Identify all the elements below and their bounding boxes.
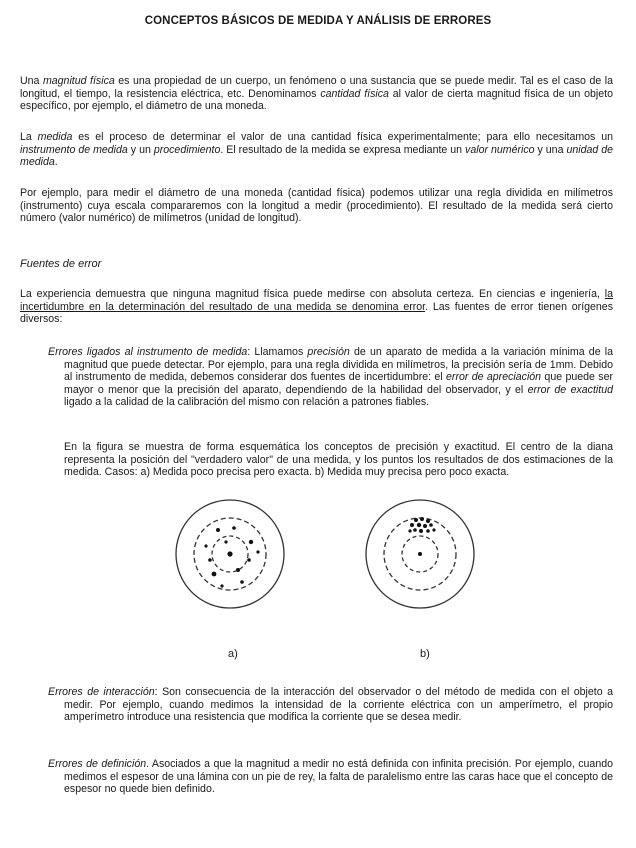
term-errores-instrumento: Errores ligados al instrumento de medida: [48, 346, 248, 358]
target-b-center: [418, 552, 422, 556]
paragraph-errores-instrumento: Errores ligados al instrumento de medida: Llamamos precisión de un aparato de medida a la variación mínima de la magnitud que puede detectar. Por ejemplo, para una regla dividida en milímetros, la precisión sería de 1mm. Debido al instrumento de medida, debemos considerar dos fuentes de incertidumbre: el error de apreciación que puede ser mayor o menor que la precisión del aparato, dependiendo de la habilidad del observador, y el error de exactitud ligado a la calidad de la calibración del mismo con relación a patrones fiables.: [48, 346, 614, 409]
paragraph-medida: La medida es el proceso de determinar el valor de una cantidad física experimentalmente; para ello necesitamos un instrumento de medida y un procedimiento. El resultado de la medida se expresa mediante un valor numérico y una unidad de medida.: [20, 131, 614, 169]
term-errores-definicion: Errores de definición: [48, 758, 147, 770]
paragraph-errores-interaccion: Errores de interacción: Son consecuencia de la interacción del observador o del método de medida con el objeto a medir. Por ejemplo, cuando medimos la intensidad de la corriente eléctrica con un amperímetro, el propio amperímetro introduce una resistencia que modifica la corriente que se desea medir.: [48, 686, 613, 724]
term-errores-interaccion: Errores de interacción: [48, 686, 155, 698]
figure-label-b: b): [420, 648, 430, 660]
paragraph-errores-definicion: Errores de definición. Asociados a que la magnitud a medir no está definida con infinita precisión. Por ejemplo, cuando medimos el espesor de una lámina con un pie de rey, la falta de paralelismo entre las caras hace que el concepto de espesor no quede bien definido.: [48, 758, 613, 796]
paragraph-magnitud: Una magnitud física es una propiedad de un cuerpo, un fenómeno o una sustancia que se puede medir. Tal es el caso de la longitud, el tiempo, la resistencia eléctrica, etc. Denominamos cantidad física al valor de cierta magnitud física de un objeto específico, por ejemplo, el diámetro de una moneda.: [20, 75, 613, 113]
paragraph-fuentes: La experiencia demuestra que ninguna magnitud física puede medirse con absoluta certeza. En ciencias e ingeniería, la incertidumbre en la determinación del resultado de una medida se denomina error. Las fuentes de error tienen orígenes diversos:: [20, 288, 613, 326]
term-precision: precisión: [307, 346, 350, 358]
term-procedimiento: procedimiento: [153, 143, 221, 156]
term-cantidad-fisica: cantidad física: [320, 87, 389, 100]
target-b: [366, 500, 474, 608]
paragraph-figura: En la figura se muestra de forma esquemática los conceptos de precisión y exactitud. El centro de la diana representa la posición del "verdadero valor" de una medida, y los puntos los resultados de dos estimaciones de la medida. Casos: a) Medida poco precisa pero exacta. b) Medida muy precisa pero poco exacta.: [64, 441, 613, 479]
underlined-error-definition: la incertidumbre en la determinación del resultado de una medida se denomina error: [20, 288, 613, 313]
target-a-points: [204, 526, 259, 587]
term-magnitud-fisica: magnitud física: [42, 75, 115, 87]
term-medida: medida: [37, 131, 73, 143]
term-unidad-medida: unidad de medida: [20, 143, 614, 169]
term-error-exactitud: error de exactitud: [527, 383, 613, 396]
page-title: CONCEPTOS BÁSICOS DE MEDIDA Y ANÁLISIS DE ERRORES: [144, 15, 492, 27]
target-a-center: [227, 551, 232, 556]
target-diagram: [150, 498, 480, 610]
paragraph-ejemplo: Por ejemplo, para medir el diámetro de una moneda (cantidad física) podemos utilizar una regla dividida en milímetros (instrumento) cuya escala compararemos con la longitud a medir (procedimiento). El resultado de la medida será cierto número (valor numérico) de milímetros (unidad de longitud).: [20, 187, 613, 225]
section-heading-fuentes: Fuentes de error: [20, 258, 102, 270]
figure-label-a: a): [228, 648, 238, 660]
term-instrumento: instrumento de medida: [20, 143, 128, 156]
target-a: [176, 500, 284, 608]
term-valor-numerico: valor numérico: [465, 143, 535, 156]
term-error-apreciacion: error de apreciación: [446, 371, 542, 384]
